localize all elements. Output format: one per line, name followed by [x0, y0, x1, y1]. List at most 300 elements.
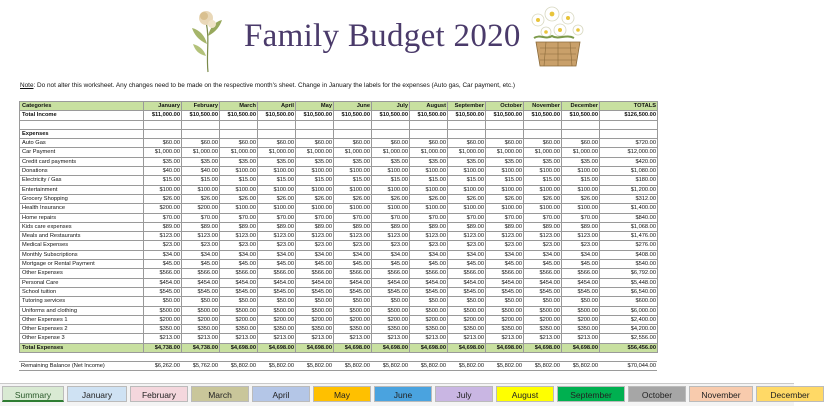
- expense-cell[interactable]: $60.00: [562, 139, 600, 148]
- expense-cell[interactable]: $123.00: [524, 232, 562, 241]
- expense-cell[interactable]: $566.00: [220, 269, 258, 278]
- remaining-cell[interactable]: $5,802.00: [447, 362, 485, 371]
- expense-total-cell[interactable]: $600.00: [600, 297, 658, 306]
- total-expense-cell[interactable]: $4,698.00: [296, 343, 334, 352]
- expense-cell[interactable]: $50.00: [524, 297, 562, 306]
- expense-total-cell[interactable]: $2,556.00: [600, 334, 658, 343]
- remaining-cell[interactable]: $5,802.00: [295, 362, 333, 371]
- expense-label[interactable]: School tuition: [20, 287, 144, 296]
- empty-cell[interactable]: [220, 129, 258, 138]
- expense-cell[interactable]: $15.00: [258, 176, 296, 185]
- expense-cell[interactable]: $545.00: [296, 287, 334, 296]
- expense-cell[interactable]: $123.00: [144, 232, 182, 241]
- expense-cell[interactable]: $500.00: [334, 306, 372, 315]
- total-expense-cell[interactable]: $4,738.00: [144, 343, 182, 352]
- remaining-cell[interactable]: $6,262.00: [143, 362, 181, 371]
- expense-cell[interactable]: $100.00: [410, 185, 448, 194]
- expense-cell[interactable]: $1,000.00: [296, 148, 334, 157]
- expense-cell[interactable]: $1,000.00: [448, 148, 486, 157]
- header-cell-month[interactable]: April: [258, 102, 296, 111]
- empty-cell[interactable]: [334, 120, 372, 129]
- expense-cell[interactable]: $500.00: [258, 306, 296, 315]
- expense-label[interactable]: Donations: [20, 167, 144, 176]
- expense-cell[interactable]: $200.00: [258, 315, 296, 324]
- expense-cell[interactable]: $34.00: [258, 250, 296, 259]
- expense-cell[interactable]: $15.00: [182, 176, 220, 185]
- expense-cell[interactable]: $23.00: [144, 241, 182, 250]
- expense-cell[interactable]: $15.00: [562, 176, 600, 185]
- expense-cell[interactable]: $200.00: [486, 315, 524, 324]
- expense-cell[interactable]: $60.00: [334, 139, 372, 148]
- expense-cell[interactable]: $123.00: [182, 232, 220, 241]
- empty-cell[interactable]: [20, 120, 144, 129]
- expense-cell[interactable]: $15.00: [296, 176, 334, 185]
- expense-cell[interactable]: $545.00: [372, 287, 410, 296]
- expense-cell[interactable]: $100.00: [524, 204, 562, 213]
- expense-cell[interactable]: $35.00: [182, 157, 220, 166]
- expense-cell[interactable]: $100.00: [182, 185, 220, 194]
- total-expense-cell[interactable]: $4,698.00: [524, 343, 562, 352]
- expense-cell[interactable]: $454.00: [372, 278, 410, 287]
- expense-cell[interactable]: $23.00: [258, 241, 296, 250]
- expense-cell[interactable]: $35.00: [372, 157, 410, 166]
- total-expense-cell[interactable]: $4,698.00: [220, 343, 258, 352]
- expense-cell[interactable]: $45.00: [296, 260, 334, 269]
- expense-cell[interactable]: $70.00: [144, 213, 182, 222]
- header-cell-categories[interactable]: Categories: [20, 102, 144, 111]
- expense-cell[interactable]: $89.00: [220, 222, 258, 231]
- expense-cell[interactable]: $45.00: [144, 260, 182, 269]
- expense-total-cell[interactable]: $2,400.00: [600, 315, 658, 324]
- expense-cell[interactable]: $100.00: [448, 204, 486, 213]
- expense-cell[interactable]: $100.00: [334, 167, 372, 176]
- total-expense-grand-cell[interactable]: $56,456.00: [600, 343, 658, 352]
- expense-cell[interactable]: $60.00: [524, 139, 562, 148]
- expense-cell[interactable]: $123.00: [448, 232, 486, 241]
- expense-cell[interactable]: $213.00: [182, 334, 220, 343]
- expense-cell[interactable]: $100.00: [144, 185, 182, 194]
- expense-cell[interactable]: $100.00: [220, 185, 258, 194]
- expense-cell[interactable]: $26.00: [372, 194, 410, 203]
- total-expense-cell[interactable]: $4,698.00: [562, 343, 600, 352]
- expense-cell[interactable]: $70.00: [448, 213, 486, 222]
- expense-cell[interactable]: $545.00: [258, 287, 296, 296]
- expense-cell[interactable]: $45.00: [524, 260, 562, 269]
- expense-cell[interactable]: $566.00: [372, 269, 410, 278]
- expense-cell[interactable]: $35.00: [562, 157, 600, 166]
- expense-cell[interactable]: $566.00: [410, 269, 448, 278]
- expense-cell[interactable]: $213.00: [334, 334, 372, 343]
- expense-cell[interactable]: $100.00: [220, 167, 258, 176]
- expense-cell[interactable]: $60.00: [486, 139, 524, 148]
- expense-cell[interactable]: $100.00: [258, 185, 296, 194]
- expense-cell[interactable]: $60.00: [220, 139, 258, 148]
- expense-cell[interactable]: $213.00: [296, 334, 334, 343]
- expense-cell[interactable]: $34.00: [296, 250, 334, 259]
- expense-cell[interactable]: $213.00: [524, 334, 562, 343]
- tab-october[interactable]: October: [628, 386, 686, 402]
- expense-cell[interactable]: $454.00: [334, 278, 372, 287]
- header-cell-month[interactable]: March: [220, 102, 258, 111]
- empty-cell[interactable]: [410, 129, 448, 138]
- expense-cell[interactable]: $500.00: [448, 306, 486, 315]
- expense-cell[interactable]: $100.00: [372, 185, 410, 194]
- expense-cell[interactable]: $89.00: [562, 222, 600, 231]
- expense-cell[interactable]: $45.00: [562, 260, 600, 269]
- expense-cell[interactable]: $89.00: [410, 222, 448, 231]
- expense-cell[interactable]: $213.00: [486, 334, 524, 343]
- expense-label[interactable]: Meals and Restaurants: [20, 232, 144, 241]
- income-cell[interactable]: $10,500.00: [448, 111, 486, 120]
- expense-cell[interactable]: $35.00: [334, 157, 372, 166]
- tab-february[interactable]: February: [130, 386, 188, 402]
- expense-cell[interactable]: $545.00: [448, 287, 486, 296]
- expense-cell[interactable]: $100.00: [486, 185, 524, 194]
- remaining-cell[interactable]: $5,802.00: [523, 362, 561, 371]
- empty-cell[interactable]: [600, 129, 658, 138]
- expense-cell[interactable]: $1,000.00: [372, 148, 410, 157]
- expense-cell[interactable]: $350.00: [220, 325, 258, 334]
- header-cell-month[interactable]: October: [486, 102, 524, 111]
- expense-cell[interactable]: $45.00: [410, 260, 448, 269]
- expense-cell[interactable]: $26.00: [182, 194, 220, 203]
- expense-total-cell[interactable]: $6,540.00: [600, 287, 658, 296]
- expense-cell[interactable]: $50.00: [258, 297, 296, 306]
- expense-cell[interactable]: $500.00: [144, 306, 182, 315]
- row-label[interactable]: Total Income: [20, 111, 144, 120]
- expense-cell[interactable]: $350.00: [258, 325, 296, 334]
- expense-cell[interactable]: $50.00: [372, 297, 410, 306]
- expense-total-cell[interactable]: $1,068.00: [600, 222, 658, 231]
- expense-label[interactable]: Home repairs: [20, 213, 144, 222]
- expense-cell[interactable]: $566.00: [448, 269, 486, 278]
- expense-label[interactable]: Tutoring services: [20, 297, 144, 306]
- expense-cell[interactable]: $50.00: [334, 297, 372, 306]
- expense-cell[interactable]: $545.00: [182, 287, 220, 296]
- expense-cell[interactable]: $350.00: [182, 325, 220, 334]
- expense-label[interactable]: Electricity / Gas: [20, 176, 144, 185]
- expense-cell[interactable]: $123.00: [258, 232, 296, 241]
- section-label[interactable]: Expenses: [20, 129, 144, 138]
- expense-cell[interactable]: $45.00: [220, 260, 258, 269]
- total-expense-cell[interactable]: $4,698.00: [372, 343, 410, 352]
- expense-cell[interactable]: $454.00: [486, 278, 524, 287]
- expense-cell[interactable]: $89.00: [144, 222, 182, 231]
- expense-cell[interactable]: $500.00: [372, 306, 410, 315]
- empty-cell[interactable]: [372, 120, 410, 129]
- expense-cell[interactable]: $34.00: [144, 250, 182, 259]
- expense-cell[interactable]: $545.00: [486, 287, 524, 296]
- expense-cell[interactable]: $1,000.00: [220, 148, 258, 157]
- expense-cell[interactable]: $100.00: [486, 204, 524, 213]
- expense-cell[interactable]: $60.00: [448, 139, 486, 148]
- expense-cell[interactable]: $45.00: [448, 260, 486, 269]
- expense-cell[interactable]: $89.00: [524, 222, 562, 231]
- expense-cell[interactable]: $23.00: [486, 241, 524, 250]
- expense-cell[interactable]: $1,000.00: [334, 148, 372, 157]
- expense-total-cell[interactable]: $1,200.00: [600, 185, 658, 194]
- header-cell-totals[interactable]: TOTALS: [600, 102, 658, 111]
- expense-cell[interactable]: $350.00: [296, 325, 334, 334]
- expense-cell[interactable]: $26.00: [258, 194, 296, 203]
- header-cell-month[interactable]: May: [296, 102, 334, 111]
- income-cell[interactable]: $10,500.00: [372, 111, 410, 120]
- empty-cell[interactable]: [524, 120, 562, 129]
- expense-cell[interactable]: $70.00: [486, 213, 524, 222]
- header-cell-month[interactable]: November: [524, 102, 562, 111]
- tab-december[interactable]: December: [756, 386, 824, 402]
- expense-cell[interactable]: $50.00: [410, 297, 448, 306]
- expense-cell[interactable]: $89.00: [486, 222, 524, 231]
- expense-cell[interactable]: $545.00: [220, 287, 258, 296]
- expense-cell[interactable]: $26.00: [220, 194, 258, 203]
- expense-label[interactable]: Entertainment: [20, 185, 144, 194]
- expense-cell[interactable]: $566.00: [486, 269, 524, 278]
- remaining-cell[interactable]: $5,802.00: [219, 362, 257, 371]
- expense-label[interactable]: Credit card payments: [20, 157, 144, 166]
- expense-cell[interactable]: $50.00: [296, 297, 334, 306]
- expense-cell[interactable]: $500.00: [220, 306, 258, 315]
- expense-cell[interactable]: $15.00: [144, 176, 182, 185]
- expense-cell[interactable]: $45.00: [372, 260, 410, 269]
- expense-cell[interactable]: $500.00: [486, 306, 524, 315]
- expense-total-cell[interactable]: $6,792.00: [600, 269, 658, 278]
- expense-cell[interactable]: $200.00: [144, 204, 182, 213]
- tab-september[interactable]: September: [557, 386, 625, 402]
- expense-cell[interactable]: $26.00: [524, 194, 562, 203]
- expense-cell[interactable]: $200.00: [410, 315, 448, 324]
- expense-cell[interactable]: $60.00: [144, 139, 182, 148]
- expense-cell[interactable]: $70.00: [410, 213, 448, 222]
- expense-cell[interactable]: $26.00: [486, 194, 524, 203]
- expense-cell[interactable]: $350.00: [448, 325, 486, 334]
- empty-cell[interactable]: [562, 120, 600, 129]
- expense-cell[interactable]: $454.00: [448, 278, 486, 287]
- empty-cell[interactable]: [524, 129, 562, 138]
- expense-cell[interactable]: $60.00: [372, 139, 410, 148]
- empty-cell[interactable]: [334, 129, 372, 138]
- remaining-cell[interactable]: $5,802.00: [333, 362, 371, 371]
- tab-summary[interactable]: Summary: [2, 386, 64, 402]
- remaining-cell[interactable]: $5,802.00: [257, 362, 295, 371]
- empty-cell[interactable]: [486, 129, 524, 138]
- expense-cell[interactable]: $350.00: [524, 325, 562, 334]
- total-expense-cell[interactable]: $4,698.00: [334, 343, 372, 352]
- expense-cell[interactable]: $100.00: [258, 204, 296, 213]
- empty-cell[interactable]: [182, 129, 220, 138]
- tab-january[interactable]: January: [67, 386, 127, 402]
- empty-cell[interactable]: [372, 129, 410, 138]
- expense-total-cell[interactable]: $1,400.00: [600, 204, 658, 213]
- empty-cell[interactable]: [448, 120, 486, 129]
- expense-cell[interactable]: $500.00: [296, 306, 334, 315]
- expense-cell[interactable]: $545.00: [334, 287, 372, 296]
- empty-cell[interactable]: [182, 120, 220, 129]
- expense-cell[interactable]: $34.00: [182, 250, 220, 259]
- expense-cell[interactable]: $26.00: [144, 194, 182, 203]
- expense-cell[interactable]: $35.00: [448, 157, 486, 166]
- tab-march[interactable]: March: [191, 386, 249, 402]
- expense-cell[interactable]: $1,000.00: [144, 148, 182, 157]
- empty-cell[interactable]: [296, 120, 334, 129]
- expense-label[interactable]: Grocery Shopping: [20, 194, 144, 203]
- expense-label[interactable]: Health Insurance: [20, 204, 144, 213]
- expense-cell[interactable]: $213.00: [410, 334, 448, 343]
- income-cell[interactable]: $10,500.00: [524, 111, 562, 120]
- expense-cell[interactable]: $23.00: [182, 241, 220, 250]
- expense-cell[interactable]: $45.00: [486, 260, 524, 269]
- expense-cell[interactable]: $34.00: [524, 250, 562, 259]
- expense-cell[interactable]: $123.00: [220, 232, 258, 241]
- total-expense-cell[interactable]: $4,698.00: [258, 343, 296, 352]
- expense-cell[interactable]: $213.00: [372, 334, 410, 343]
- total-expense-cell[interactable]: $4,698.00: [448, 343, 486, 352]
- expense-cell[interactable]: $100.00: [524, 167, 562, 176]
- expense-cell[interactable]: $34.00: [448, 250, 486, 259]
- expense-cell[interactable]: $454.00: [182, 278, 220, 287]
- empty-cell[interactable]: [600, 120, 658, 129]
- expense-cell[interactable]: $1,000.00: [258, 148, 296, 157]
- expense-cell[interactable]: $350.00: [144, 325, 182, 334]
- expense-cell[interactable]: $545.00: [410, 287, 448, 296]
- expense-cell[interactable]: $100.00: [448, 167, 486, 176]
- expense-cell[interactable]: $200.00: [334, 315, 372, 324]
- expense-cell[interactable]: $350.00: [562, 325, 600, 334]
- expense-cell[interactable]: $15.00: [448, 176, 486, 185]
- tab-april[interactable]: April: [252, 386, 310, 402]
- expense-cell[interactable]: $100.00: [410, 167, 448, 176]
- expense-cell[interactable]: $454.00: [524, 278, 562, 287]
- expense-cell[interactable]: $50.00: [562, 297, 600, 306]
- expense-cell[interactable]: $89.00: [334, 222, 372, 231]
- expense-cell[interactable]: $200.00: [144, 315, 182, 324]
- expense-cell[interactable]: $26.00: [296, 194, 334, 203]
- expense-label[interactable]: Personal Care: [20, 278, 144, 287]
- expense-label[interactable]: Medical Expenses: [20, 241, 144, 250]
- expense-cell[interactable]: $26.00: [448, 194, 486, 203]
- income-cell[interactable]: $11,000.00: [144, 111, 182, 120]
- expense-total-cell[interactable]: $4,200.00: [600, 325, 658, 334]
- expense-cell[interactable]: $70.00: [372, 213, 410, 222]
- header-cell-month[interactable]: June: [334, 102, 372, 111]
- expense-cell[interactable]: $566.00: [182, 269, 220, 278]
- expense-label[interactable]: Other Expenses 2: [20, 325, 144, 334]
- expense-cell[interactable]: $34.00: [562, 250, 600, 259]
- total-expense-cell[interactable]: $4,698.00: [486, 343, 524, 352]
- expense-cell[interactable]: $35.00: [258, 157, 296, 166]
- income-cell[interactable]: $10,500.00: [220, 111, 258, 120]
- expense-cell[interactable]: $89.00: [258, 222, 296, 231]
- expense-cell[interactable]: $89.00: [448, 222, 486, 231]
- expense-cell[interactable]: $40.00: [182, 167, 220, 176]
- expense-cell[interactable]: $23.00: [410, 241, 448, 250]
- remaining-cell[interactable]: $5,802.00: [561, 362, 599, 371]
- expense-cell[interactable]: $26.00: [562, 194, 600, 203]
- expense-cell[interactable]: $89.00: [372, 222, 410, 231]
- expense-total-cell[interactable]: $720.00: [600, 139, 658, 148]
- expense-total-cell[interactable]: $840.00: [600, 213, 658, 222]
- expense-cell[interactable]: $70.00: [258, 213, 296, 222]
- expense-cell[interactable]: $123.00: [486, 232, 524, 241]
- expense-total-cell[interactable]: $276.00: [600, 241, 658, 250]
- expense-cell[interactable]: $23.00: [448, 241, 486, 250]
- header-cell-month[interactable]: September: [448, 102, 486, 111]
- empty-cell[interactable]: [410, 120, 448, 129]
- expense-cell[interactable]: $200.00: [372, 315, 410, 324]
- remaining-cell[interactable]: $5,802.00: [409, 362, 447, 371]
- expense-cell[interactable]: $40.00: [144, 167, 182, 176]
- empty-cell[interactable]: [258, 129, 296, 138]
- expense-cell[interactable]: $50.00: [448, 297, 486, 306]
- remaining-cell[interactable]: $5,802.00: [485, 362, 523, 371]
- expense-cell[interactable]: $123.00: [410, 232, 448, 241]
- expense-cell[interactable]: $1,000.00: [524, 148, 562, 157]
- tab-may[interactable]: May: [313, 386, 371, 402]
- expense-cell[interactable]: $100.00: [220, 204, 258, 213]
- expense-cell[interactable]: $15.00: [486, 176, 524, 185]
- expense-total-cell[interactable]: $540.00: [600, 260, 658, 269]
- remaining-cell[interactable]: $5,802.00: [371, 362, 409, 371]
- expense-total-cell[interactable]: $180.00: [600, 176, 658, 185]
- expense-cell[interactable]: $35.00: [220, 157, 258, 166]
- expense-cell[interactable]: $454.00: [562, 278, 600, 287]
- tab-august[interactable]: August: [496, 386, 554, 402]
- header-cell-month[interactable]: February: [182, 102, 220, 111]
- expense-cell[interactable]: $350.00: [486, 325, 524, 334]
- expense-cell[interactable]: $200.00: [448, 315, 486, 324]
- expense-cell[interactable]: $200.00: [220, 315, 258, 324]
- expense-cell[interactable]: $500.00: [524, 306, 562, 315]
- expense-cell[interactable]: $566.00: [562, 269, 600, 278]
- expense-cell[interactable]: $100.00: [296, 167, 334, 176]
- income-cell[interactable]: $10,500.00: [562, 111, 600, 120]
- expense-cell[interactable]: $35.00: [144, 157, 182, 166]
- expense-label[interactable]: Other Expenses 1: [20, 315, 144, 324]
- expense-cell[interactable]: $1,000.00: [410, 148, 448, 157]
- expense-cell[interactable]: $100.00: [524, 185, 562, 194]
- expense-cell[interactable]: $23.00: [562, 241, 600, 250]
- expense-cell[interactable]: $213.00: [144, 334, 182, 343]
- expense-label[interactable]: Auto Gas: [20, 139, 144, 148]
- expense-cell[interactable]: $123.00: [334, 232, 372, 241]
- expense-cell[interactable]: $454.00: [410, 278, 448, 287]
- expense-cell[interactable]: $70.00: [334, 213, 372, 222]
- expense-cell[interactable]: $100.00: [562, 204, 600, 213]
- expense-total-cell[interactable]: $1,080.00: [600, 167, 658, 176]
- expense-cell[interactable]: $60.00: [296, 139, 334, 148]
- expense-cell[interactable]: $123.00: [562, 232, 600, 241]
- expense-cell[interactable]: $123.00: [372, 232, 410, 241]
- expense-label[interactable]: Car Payment: [20, 148, 144, 157]
- expense-cell[interactable]: $89.00: [182, 222, 220, 231]
- expense-cell[interactable]: $45.00: [334, 260, 372, 269]
- tab-june[interactable]: June: [374, 386, 432, 402]
- expense-cell[interactable]: $15.00: [410, 176, 448, 185]
- expense-cell[interactable]: $213.00: [258, 334, 296, 343]
- expense-cell[interactable]: $70.00: [182, 213, 220, 222]
- expense-cell[interactable]: $35.00: [296, 157, 334, 166]
- expense-cell[interactable]: $1,000.00: [562, 148, 600, 157]
- income-cell[interactable]: $10,500.00: [334, 111, 372, 120]
- expense-cell[interactable]: $100.00: [372, 167, 410, 176]
- expense-cell[interactable]: $213.00: [562, 334, 600, 343]
- expense-cell[interactable]: $23.00: [524, 241, 562, 250]
- expense-cell[interactable]: $100.00: [486, 167, 524, 176]
- expense-cell[interactable]: $35.00: [524, 157, 562, 166]
- expense-cell[interactable]: $454.00: [144, 278, 182, 287]
- expense-cell[interactable]: $26.00: [334, 194, 372, 203]
- expense-cell[interactable]: $566.00: [524, 269, 562, 278]
